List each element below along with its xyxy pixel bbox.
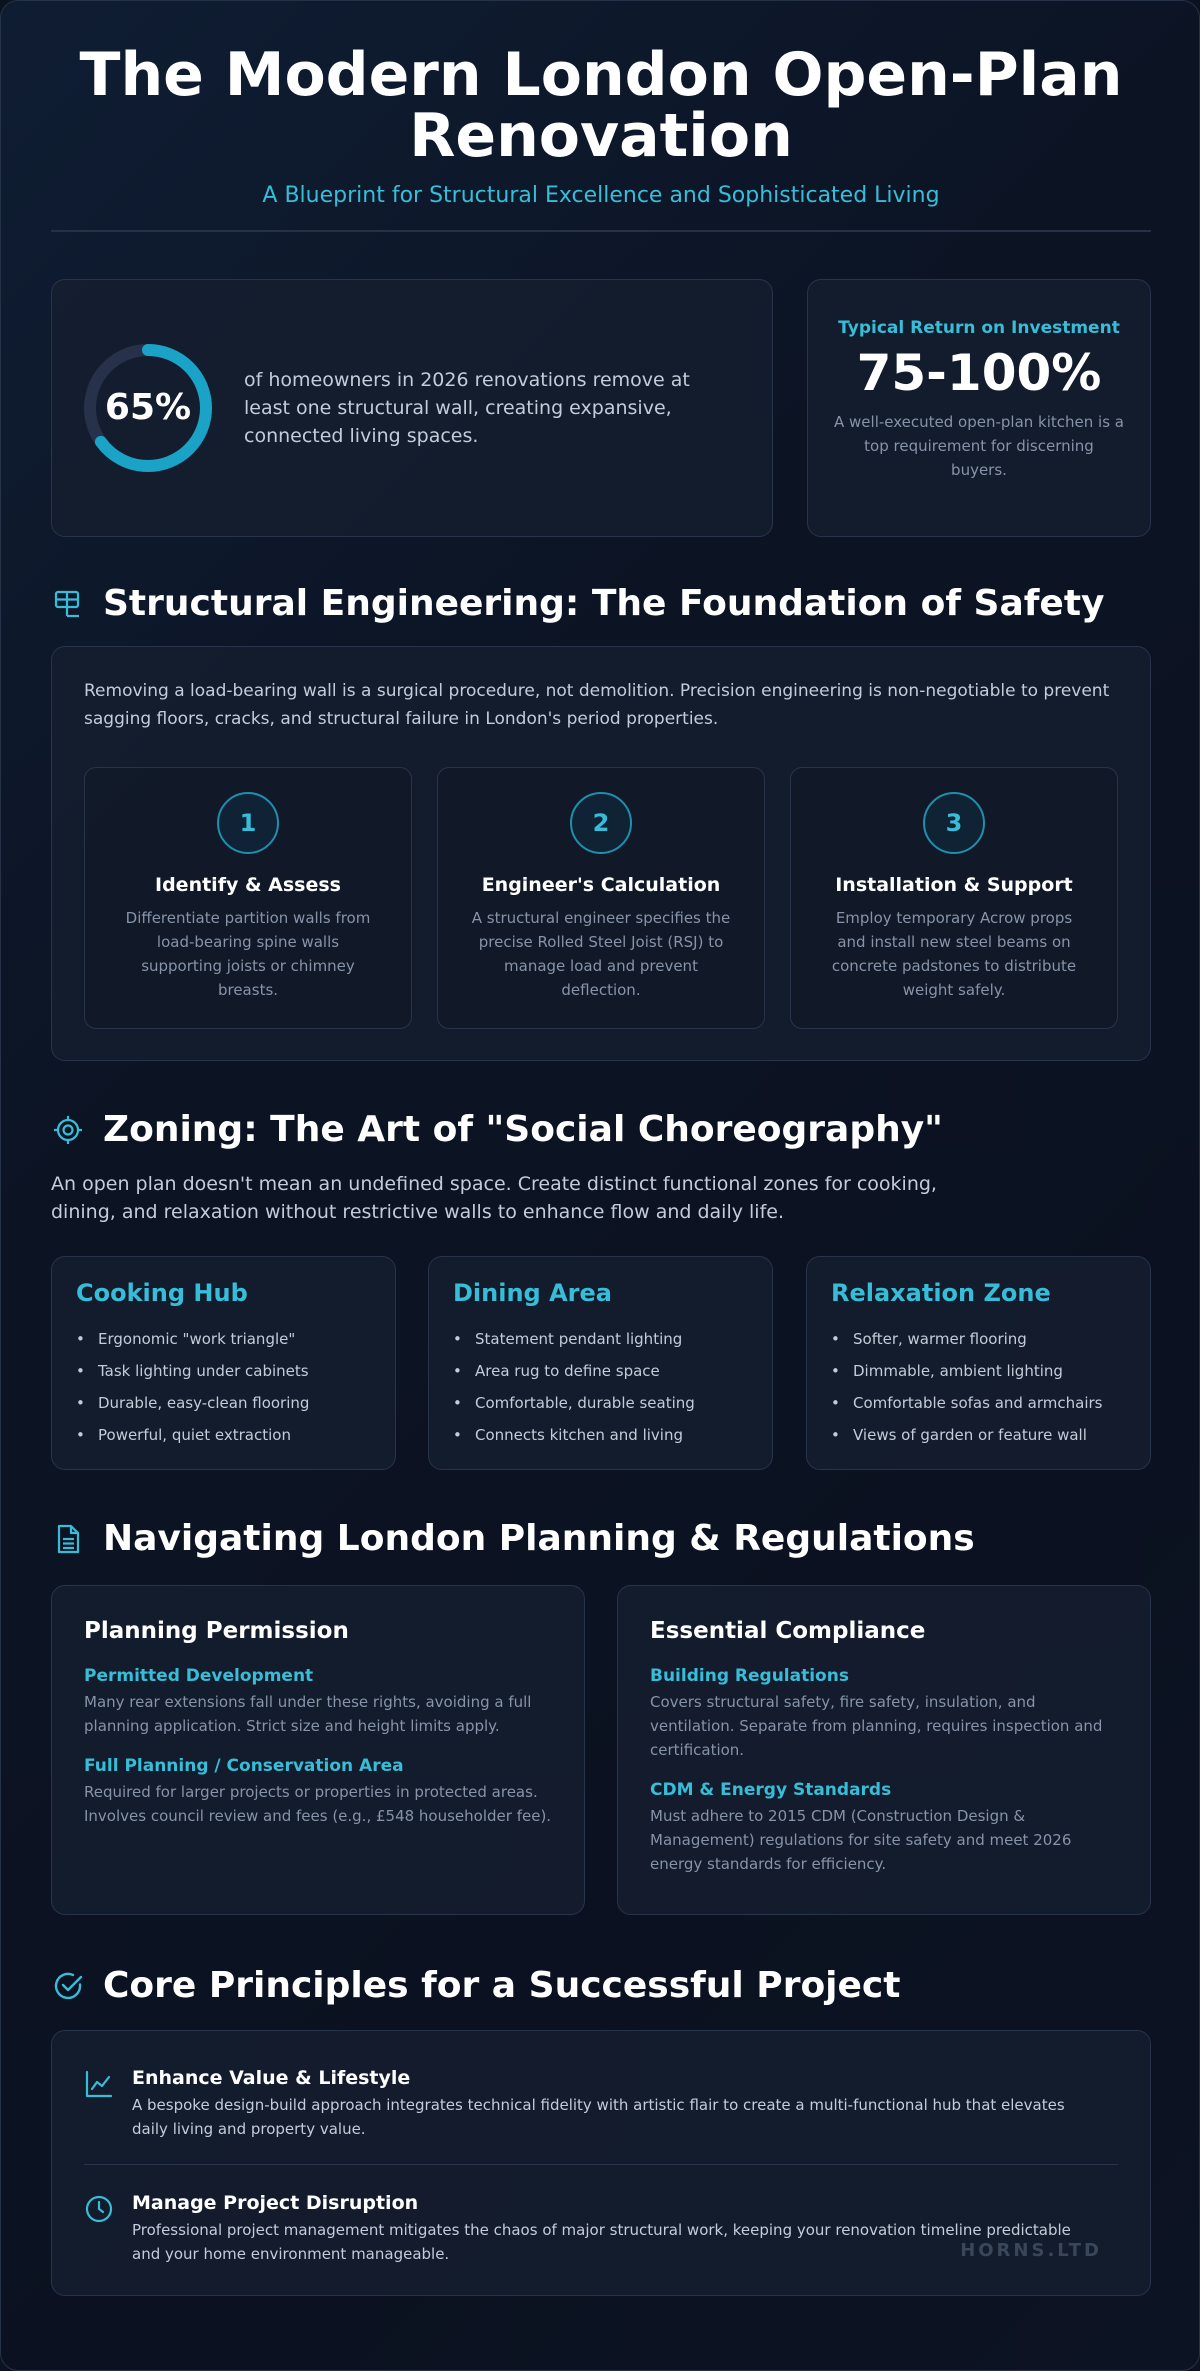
structural-intro: Removing a load-bearing wall is a surgical procedure, not demolition. Precision engineering is non-negotiable to prevent sagging floors, cracks, and structural failure in London's period properties.	[84, 681, 1110, 729]
list-item: • Dimmable, ambient lighting	[831, 1355, 1126, 1387]
structural-heading: Structural Engineering: The Foundation of Safety	[103, 583, 1105, 624]
zone-title: Dining Area	[453, 1279, 612, 1307]
plan-card-title: Planning Permission	[84, 1618, 349, 1644]
plan-item-text: Many rear extensions fall under these rights, avoiding a full planning application. Strict size and height limits apply.	[84, 1693, 532, 1735]
plan-card-title: Essential Compliance	[650, 1618, 926, 1644]
planning-cards-row	[51, 1585, 1151, 1915]
step-text: Differentiate partition walls from load-bearing spine walls supporting joists or chimney breasts.	[125, 909, 371, 999]
structural-card	[51, 646, 1151, 1061]
zoning-heading: Zoning: The Art of "Social Choreography"	[103, 1109, 943, 1150]
step-number: 2	[570, 792, 632, 854]
chart-line-icon	[84, 2069, 114, 2099]
step-title: Engineer's Calculation	[481, 874, 721, 896]
donut-value: 65%	[104, 387, 192, 428]
structural-section-header	[51, 583, 1151, 624]
planning-heading: Navigating London Planning & Regulations	[103, 1518, 975, 1559]
roi-note: A well-executed open-plan kitchen is a top requirement for discerning buyers.	[834, 413, 1124, 479]
plan-item	[650, 1780, 1118, 1876]
plan-item-title: Permitted Development	[84, 1666, 314, 1686]
plan-item-text: Covers structural safety, fire safety, insulation, and ventilation. Separate from planning, requires inspection and certification.	[650, 1693, 1103, 1759]
percentage-donut	[82, 342, 214, 474]
principle-title: Enhance Value & Lifestyle	[132, 2067, 411, 2089]
step-title: Identify & Assess	[155, 874, 341, 896]
check-circle-icon	[51, 1969, 85, 2003]
plan-item	[84, 1666, 552, 1738]
target-icon	[51, 1113, 85, 1147]
principle-item	[84, 2065, 1118, 2141]
page-title: The Modern London Open-Plan Renovation	[79, 40, 1123, 171]
step-number: 1	[217, 792, 279, 854]
principles-card	[51, 2030, 1151, 2296]
wall-removal-stat-card	[51, 279, 773, 537]
step-text: Employ temporary Acrow props and install new steel beams on concrete padstones to distribute weight safely.	[831, 909, 1077, 999]
plan-item-text: Must adhere to 2015 CDM (Construction Design & Management) regulations for site safety and meet 2026 energy standards for efficiency.	[650, 1807, 1072, 1873]
zones-row	[51, 1256, 1151, 1470]
list-item: • Comfortable, durable seating	[453, 1387, 748, 1419]
list-item: • Softer, warmer flooring	[831, 1323, 1126, 1355]
step-text: A structural engineer specifies the precise Rolled Steel Joist (RSJ) to manage load and prevent deflection.	[471, 909, 731, 999]
list-item: • Connects kitchen and living	[453, 1419, 748, 1451]
list-item: • Views of garden or feature wall	[831, 1419, 1126, 1451]
roi-value: 75-100%	[856, 344, 1102, 402]
zoning-intro: An open plan doesn't mean an undefined space. Create distinct functional zones for cooking, dining, and relaxation without restrictive walls to enhance flow and daily life.	[51, 1173, 937, 1223]
list-item: • Task lighting under cabinets	[76, 1355, 371, 1387]
wall-removal-description: of homeowners in 2026 renovations remove at least one structural wall, creating expansive, connected living spaces.	[244, 369, 690, 447]
zoning-section-header	[51, 1109, 1151, 1150]
zone-title: Cooking Hub	[76, 1279, 248, 1307]
roi-stat-card	[807, 279, 1151, 537]
principle-text: A bespoke design-build approach integrates technical fidelity with artistic flair to create a multi-functional hub that elevates daily living and property value.	[132, 2096, 1065, 2138]
clock-icon	[84, 2194, 114, 2224]
plan-item-title: CDM & Energy Standards	[650, 1780, 892, 1800]
list-item: • Ergonomic "work triangle"	[76, 1323, 371, 1355]
zone-title: Relaxation Zone	[831, 1279, 1051, 1307]
list-item: • Durable, easy-clean flooring	[76, 1387, 371, 1419]
zone-card-dining	[428, 1256, 773, 1470]
zone-list	[76, 1323, 371, 1451]
plan-item-title: Building Regulations	[650, 1666, 849, 1686]
roi-label: Typical Return on Investment	[838, 318, 1120, 338]
step-number: 3	[923, 792, 985, 854]
blueprint-icon	[51, 587, 85, 621]
plan-item	[84, 1756, 552, 1828]
plan-item-text: Required for larger projects or properties in protected areas. Involves council review and fees (e.g., £548 householder fee).	[84, 1783, 552, 1825]
plan-item-title: Full Planning / Conservation Area	[84, 1756, 404, 1776]
structural-steps	[84, 767, 1118, 1029]
list-item: • Comfortable sofas and armchairs	[831, 1387, 1126, 1419]
header-divider	[51, 230, 1151, 232]
document-icon	[51, 1522, 85, 1556]
zone-card-cooking	[51, 1256, 396, 1470]
principle-title: Manage Project Disruption	[132, 2192, 419, 2214]
principle-text: Professional project management mitigates the chaos of major structural work, keeping your renovation timeline predictable and your home environment manageable.	[132, 2221, 1071, 2263]
step-card	[84, 767, 412, 1029]
planning-section-header	[51, 1518, 1151, 1559]
essential-compliance-card	[617, 1585, 1151, 1915]
list-item: • Powerful, quiet extraction	[76, 1419, 371, 1451]
stats-row	[51, 279, 1151, 537]
brand-watermark: HORNS.LTD	[960, 2240, 1102, 2261]
zone-card-relaxation	[806, 1256, 1151, 1470]
principles-divider	[84, 2164, 1118, 2165]
planning-permission-card	[51, 1585, 585, 1915]
plan-item	[650, 1666, 1118, 1762]
list-item: • Area rug to define space	[453, 1355, 748, 1387]
principles-section-header	[51, 1965, 1151, 2006]
principles-heading: Core Principles for a Successful Project	[103, 1965, 901, 2006]
step-card	[437, 767, 765, 1029]
zone-list	[831, 1323, 1126, 1451]
list-item: • Statement pendant lighting	[453, 1323, 748, 1355]
page-subtitle: A Blueprint for Structural Excellence and Sophisticated Living	[262, 183, 940, 208]
zone-list	[453, 1323, 748, 1451]
step-card	[790, 767, 1118, 1029]
step-title: Installation & Support	[835, 874, 1073, 896]
